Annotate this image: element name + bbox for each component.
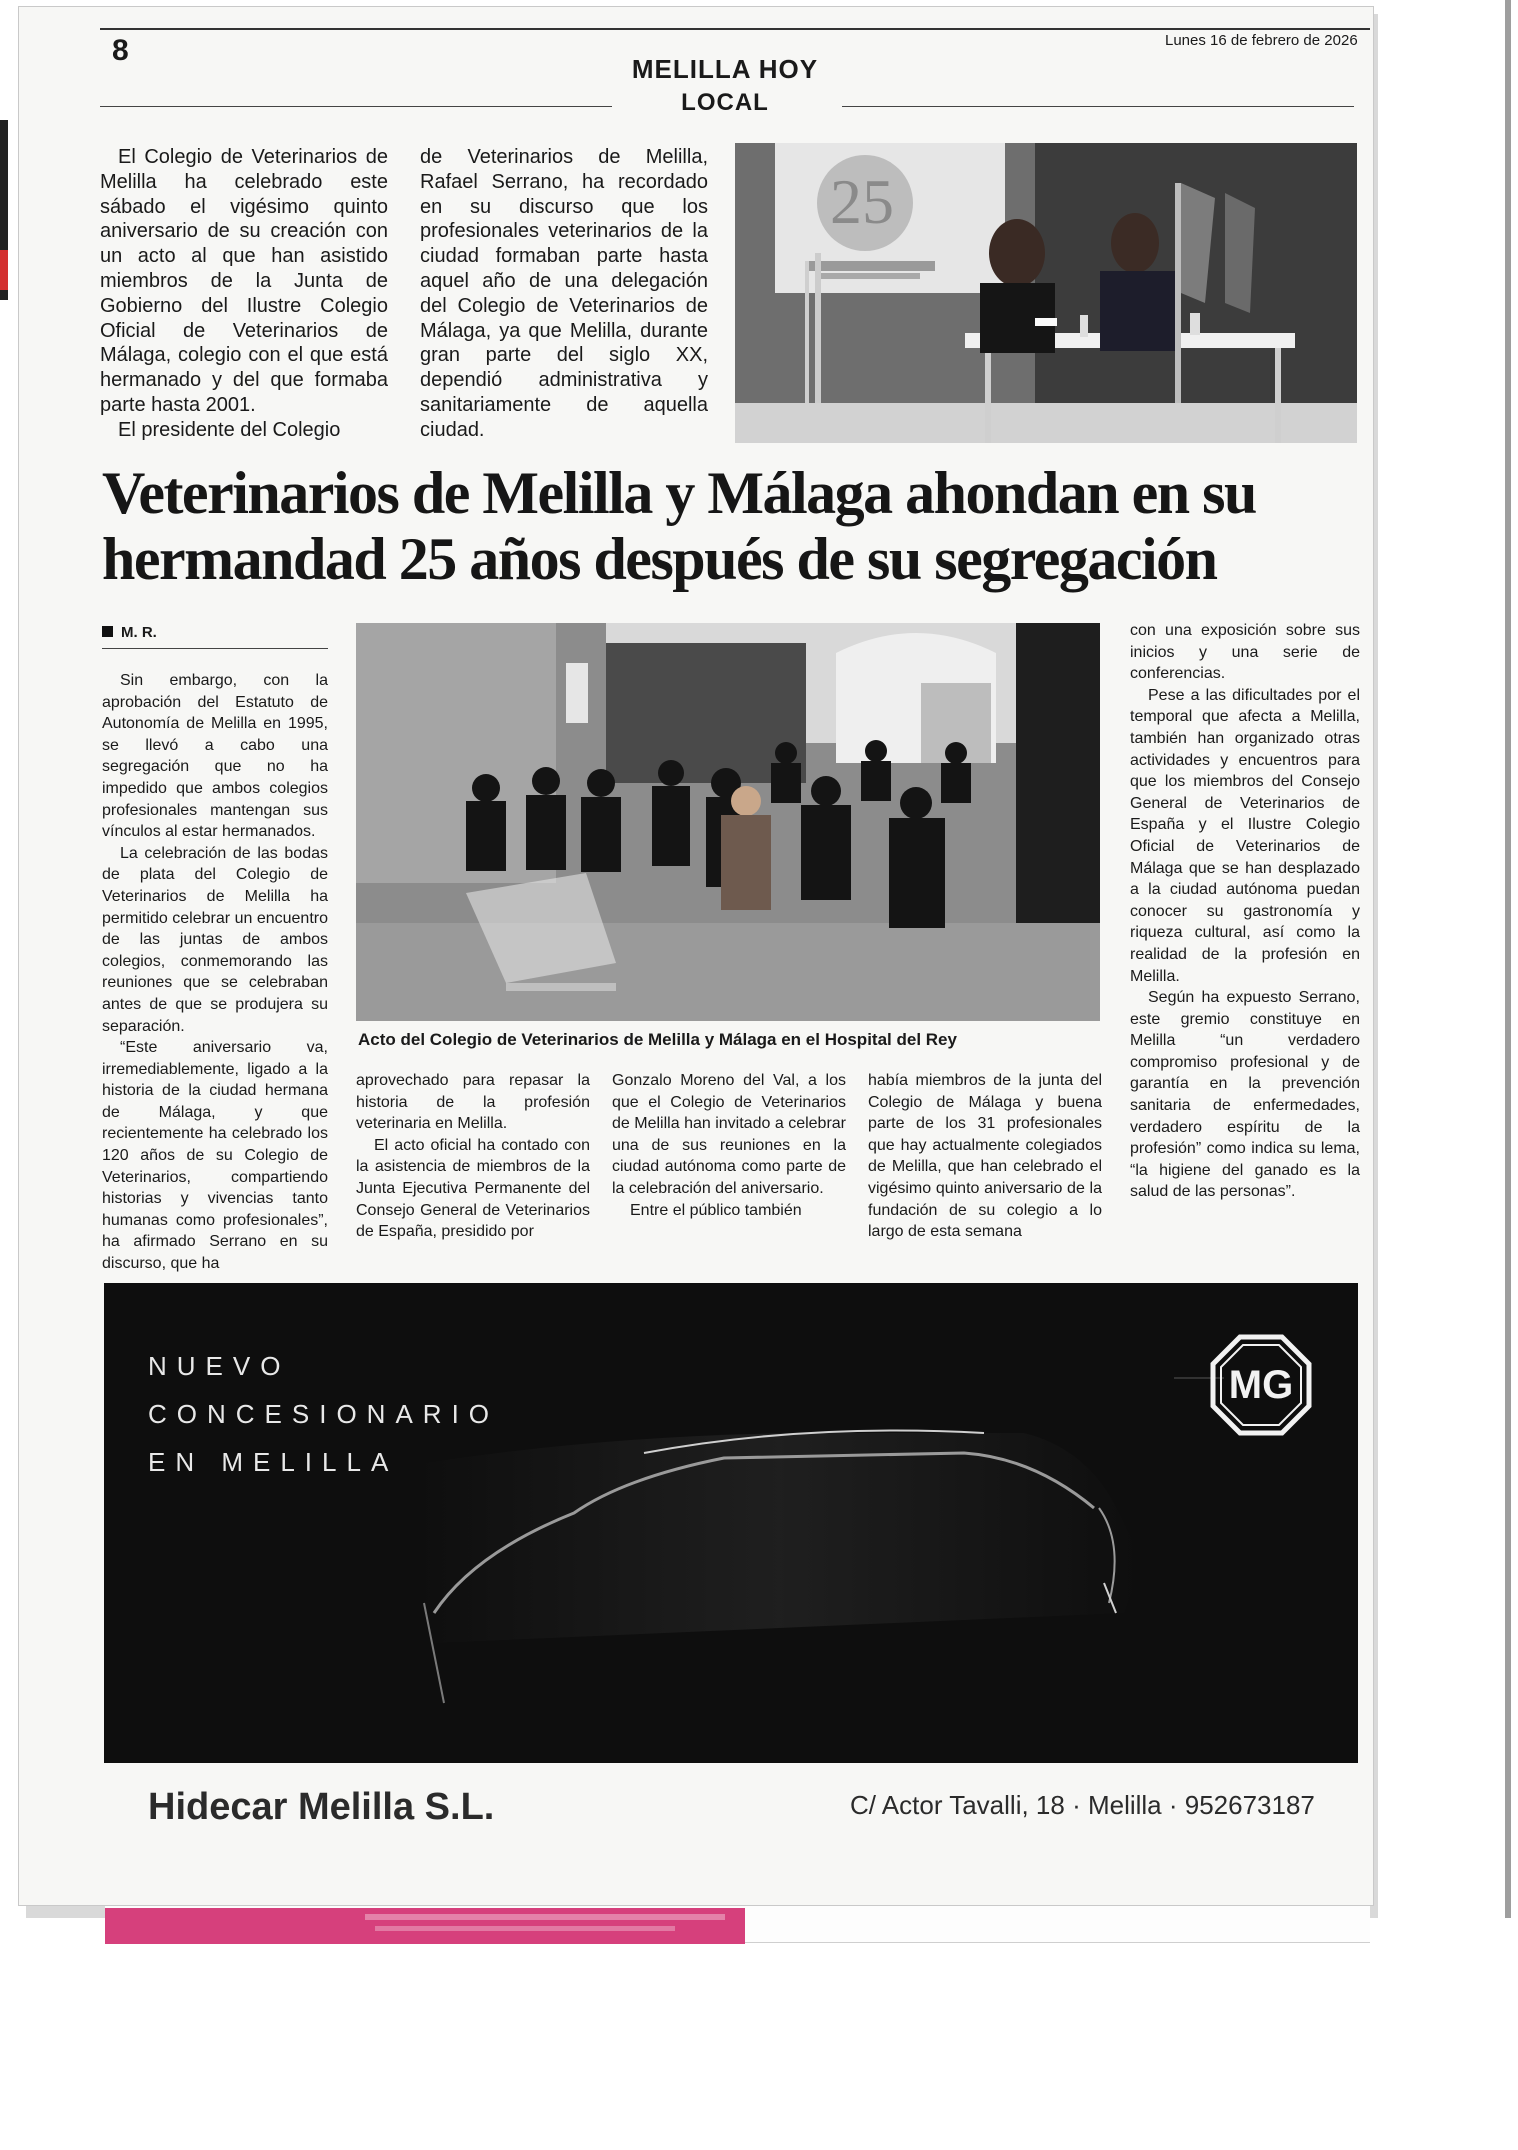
publication-date: Lunes 16 de febrero de 2026: [1165, 32, 1358, 49]
body-paragraph: había miembros de la junta del Colegio de Málaga y buena parte de los 31 profesionales que hay actualmente colegiados de Melilla, que han celebrado el vigésimo quinto aniversario de la fundación de su colegio a lo largo de esta semana: [868, 1072, 1102, 1241]
ad-line-3: EN MELILLA: [148, 1447, 399, 1477]
lead-column-1: [100, 145, 388, 443]
lead-paragraph: El Colegio de Veterinarios de Melilla ha celebrado este sábado el vigésimo quinto aniversario de su creación con un acto al que han asistido miembros de la Junta de Gobierno del Ilustre Colegio Oficial de Veterinarios de Málaga, colegio con el que está hermanado y del que formaba parte hasta 2001.: [100, 146, 388, 416]
headline-line: Veterinarios de Melilla y Málaga ahondan en su: [102, 460, 1256, 526]
body-paragraph: aprovechado para repasar la historia de la profesión veterinaria en Melilla.: [356, 1072, 590, 1133]
body-paragraph: Sin embargo, con la aprobación del Estatuto de Autonomía de Melilla en 1995, se llevó a cabo una segregación que no ha impedido que ambos colegios profesionales mantengan sus vínculos al estar hermanados.: [102, 672, 328, 841]
mg-octagon-logo-icon: [1209, 1333, 1313, 1437]
square-bullet-icon: [102, 626, 113, 637]
byline-rule: [102, 648, 328, 649]
body-column-5: [1130, 620, 1360, 1203]
headline-line: hermandad 25 años después de su segregación: [102, 526, 1217, 592]
photo-press-table-image: [735, 143, 1357, 443]
underlying-page-strip: [105, 1908, 745, 1944]
body-paragraph: Entre el público también: [630, 1201, 802, 1219]
section-name: LOCAL: [681, 89, 769, 116]
lead-paragraph: de Veterinarios de Melilla, Rafael Serrano, ha recordado en su discurso que los profesionales veterinarios de la ciudad formaban parte hasta aquel año de una delegación del Colegio de Veterinarios de Málaga, ya que Melilla, durante gran parte del siglo XX, dependió administrativa y sanitariamente de aquella ciudad.: [420, 146, 708, 441]
advertiser-address: C/ Actor Tavalli, 18 · Melilla · 952673187: [850, 1790, 1315, 1820]
header-rule-left: [100, 106, 612, 107]
advertiser-name: Hidecar Melilla S.L.: [148, 1786, 495, 1828]
body-column-2: [356, 1070, 590, 1243]
body-paragraph: El acto oficial ha contado con la asistencia de miembros de la Junta Ejecutiva Permanente del Consejo General de Veterinarios de España, presidido por: [356, 1136, 590, 1241]
photo-audience: [356, 623, 1100, 1021]
photo-press-table: [735, 143, 1357, 443]
top-rule: [100, 28, 1370, 30]
svg-text:25: 25: [830, 166, 894, 237]
photo-audience-image: [356, 623, 1100, 1021]
mg-logo-text: MG: [1228, 1363, 1294, 1407]
car-silhouette-image: [104, 1283, 1358, 1763]
scan-edge-red: [0, 250, 8, 290]
lead-paragraph: El presidente del Colegio: [118, 418, 341, 441]
body-paragraph: La celebración de las bodas de plata del Colegio de Veterinarios de Melilla ha permitido celebrar un encuentro de las juntas de ambos colegios, conmemorando las reuniones que se celebraban antes de que se produjera su separación.: [102, 844, 328, 1035]
headline: [102, 460, 1362, 592]
lead-column-2: [420, 145, 708, 443]
car-advertisement: [104, 1283, 1358, 1763]
body-column-3: [612, 1070, 846, 1221]
ad-line-2: CONCESIONARIO: [148, 1399, 500, 1429]
byline-author: M. R.: [121, 624, 157, 641]
byline: [102, 624, 328, 641]
body-column-4: [868, 1070, 1102, 1243]
body-paragraph: “Este aniversario va, irremediablemente, ligado a la historia de la ciudad hermana de Málaga, y que recientemente ha celebrado los 120 años de su Colegio de Veterinarios, compartiendo historias y vivencias tanto humanas como profesionales”, ha afirmado Serrano en su discurso, que ha: [102, 1039, 328, 1273]
ad-line-1: NUEVO: [148, 1351, 291, 1381]
publication-name: MELILLA HOY: [631, 54, 819, 84]
page-number: 8: [112, 34, 129, 67]
header-rule-right: [842, 106, 1354, 107]
body-paragraph: Gonzalo Moreno del Val, a los que el Colegio de Veterinarios de Melilla han invitado a celebrar una de sus reuniones en la ciudad autónoma como parte de la celebración del aniversario.: [612, 1072, 846, 1197]
photo-caption: Acto del Colegio de Veterinarios de Melilla y Málaga en el Hospital del Rey: [358, 1030, 957, 1049]
scan-right-edge: [1505, 0, 1511, 1918]
body-paragraph: Pese a las dificultades por el temporal que afecta a Melilla, también han organizado otras actividades y encuentros para que los miembros del Consejo General de Veterinarios de España y el Ilustre Colegio Oficial de Veterinarios de Málaga que se han desplazado a la ciudad autónoma puedan conocer su gastronomía y riqueza cultural, así como la realidad de la profesión en Melilla.: [1130, 686, 1360, 985]
body-paragraph: Según ha expuesto Serrano, este gremio constituye en Melilla “un verdadero compromiso profesional y de garantía en la prevención sanitaria de enfermedades, verdadero espíritu de la profesión” como indica su lema, “la higiene del ganado es la salud de las personas”.: [1130, 989, 1360, 1201]
body-paragraph: con una exposición sobre sus inicios y una serie de conferencias.: [1130, 622, 1360, 683]
body-column-1: [102, 670, 328, 1275]
